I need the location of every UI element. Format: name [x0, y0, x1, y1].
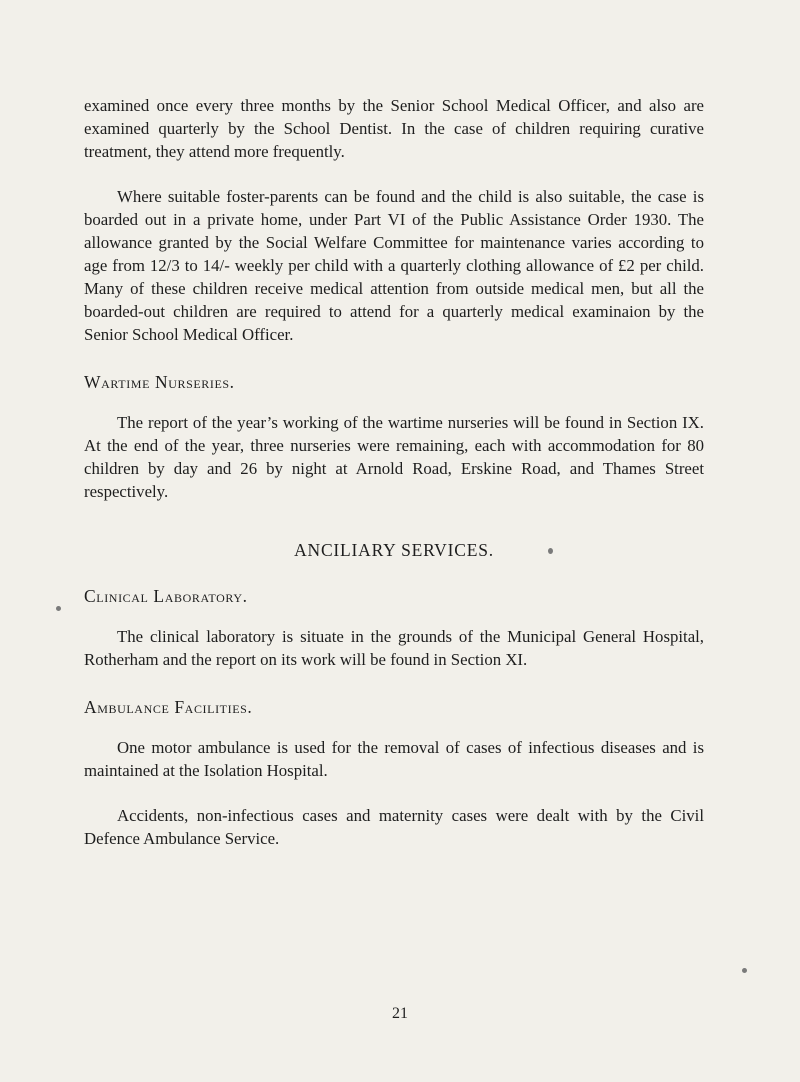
paper-speck-mark — [742, 968, 747, 973]
paragraph-civil-defence-ambulance: Accidents, non-infectious cases and maternity cases were dealt with by the Civil Defence Ambulance Service. — [84, 806, 704, 848]
paper-speck-mark — [56, 606, 61, 611]
heading-ambulance-facilities: Ambulance Facilities. — [84, 697, 253, 717]
paragraph-wartime-nurseries: The report of the year’s working of the wartime nurseries will be found in Section IX. At the end of the year, three nurseries were remaining, each with accommodation for 80 children by day and 26 by night at Arnold Road, Erskine Road, and Thames Street respectively. — [84, 413, 704, 501]
heading-clinical-laboratory: Clinical Laboratory. — [84, 586, 248, 606]
heading-wartime-nurseries: Wartime Nurseries. — [84, 372, 235, 392]
paragraph-foster-parents: Where suitable foster-parents can be found and the child is also suitable, the case is boarded out in a private home, under Part VI of the Public Assistance Order 1930. The allowance granted by the Social Welfare Committee for maintenance varies according to age from 12/3 to 14/- weekly per child with a quarterly clothing allowance of £2 per child. Many of these children receive medical attention from outside medical men, but all the boarded-out children are required to attend for a quarterly medical examinaion by the Senior School Medical Officer. — [84, 187, 704, 344]
heading-ancillary-services: ANCILIARY SERVICES. — [294, 540, 494, 560]
paragraph-clinical-laboratory: The clinical laboratory is situate in the grounds of the Municipal General Hospital, Rotherham and the report on its work will be found in Section XI. — [84, 627, 704, 669]
page-number: 21 — [392, 1005, 408, 1022]
paper-speck-mark — [548, 548, 553, 554]
document-page — [84, 94, 704, 850]
paragraph-motor-ambulance: One motor ambulance is used for the removal of cases of infectious diseases and is maintained at the Isolation Hospital. — [84, 738, 704, 780]
paragraph-children-examination: examined once every three months by the Senior School Medical Officer, and also are examined quarterly by the School Dentist. In the case of children requiring curative treatment, they attend more frequently. — [84, 96, 704, 161]
